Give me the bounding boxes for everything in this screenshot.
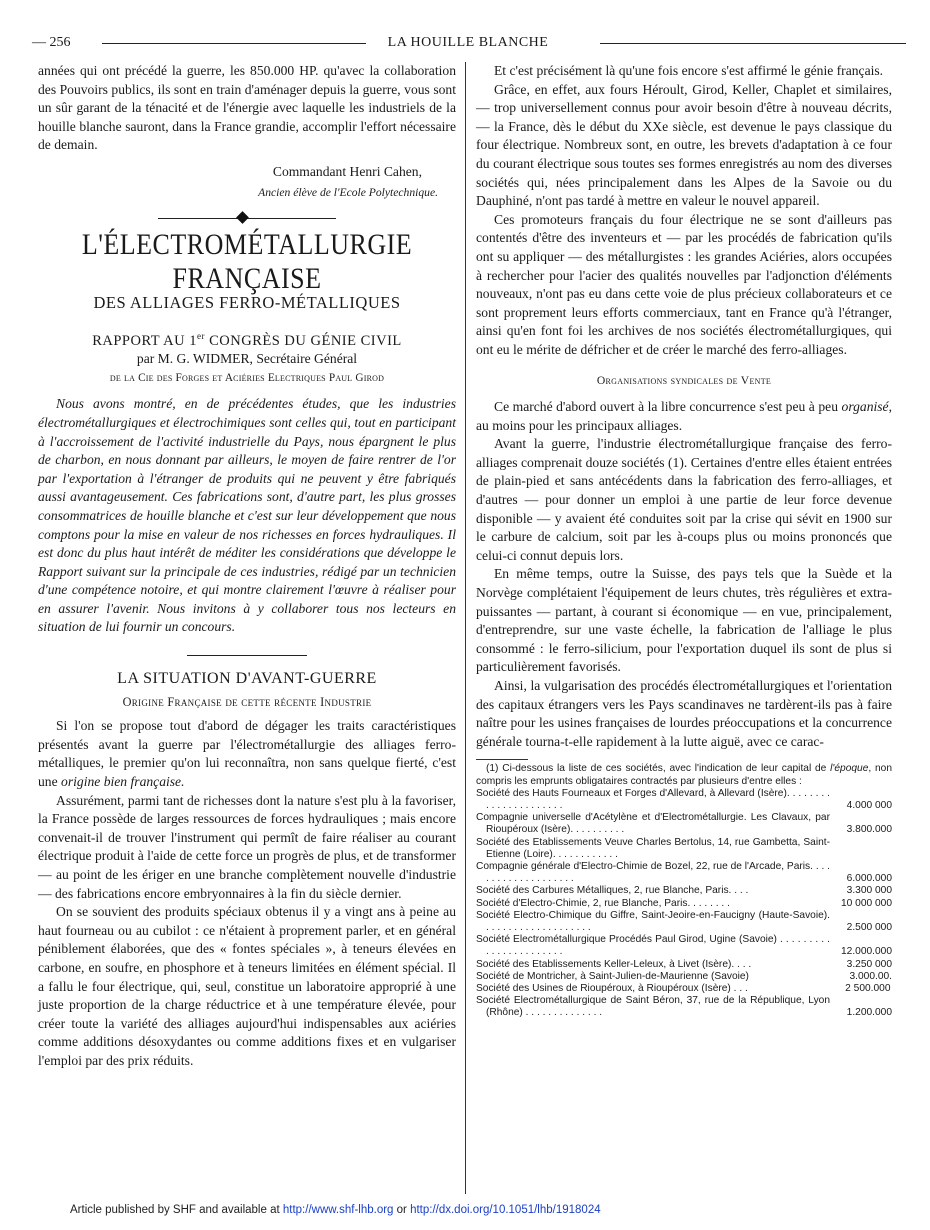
list-item: Société d'Electro-Chimie, 2, rue Blanche, Paris. . . . . . . . 10 000 000	[476, 897, 892, 909]
company-list	[476, 788, 892, 1020]
list-item: Société des Usines de Rioupéroux, à Rioupéroux (Isère) . . . 2 500.000	[476, 983, 891, 995]
journal-title: LA HOUILLE BLANCHE	[387, 35, 549, 50]
list-item: Compagnie générale d'Electro-Chimie de Bozel, 22, rue de l'Arcade, Paris. . . . . . . . . . . . . . . . . . . . 6.000.000	[476, 861, 892, 885]
footnote	[476, 763, 892, 1019]
body-paragraph: Assurément, parmi tant de richesses dont la nature s'est plu à la favoriser, la France possède de larges ressources de forces hydrauliques ; mais encore convenait-il de trouver l'instrument qui permît de faire réaliser au courant électrique produit à l'aide de cette force un progrès de plus, et de transformer — au point de les ériger en une branche complètement nouvelle d'industrie — des fabrications encore embryonnaires à la fin du siècle dernier.	[38, 792, 456, 901]
section-heading-sales: Organisations syndicales de Vente	[596, 373, 772, 387]
body-paragraph: Ce marché d'abord ouvert à la libre concurrence s'est peu à peu organisé, au moins pour les principaux alliages.	[476, 399, 892, 433]
author-line: par M. G. WIDMER, Secrétaire Général	[136, 351, 358, 367]
list-item: Société de Montricher, à Saint-Julien-de-Maurienne (Savoie) 3.000.00.	[476, 970, 892, 982]
section-subheading: Origine Française de cette récente Industrie	[122, 694, 372, 709]
body-paragraph: Ces promoteurs français du four électrique ne se sont d'ailleurs pas contentés d'être des inventeurs et — par les procédés de fabrication qu'ils ont su appliquer — des métallurgistes : les grandes Aciéries, alors occupées à rechercher pour l'acier des qualités nouvelles par l'adjonction d'éléments nouveaux, n'ont pas eu dans cette voie de plus précieux collaborateurs et ce sont proprement leurs efforts commerciaux, tant en France qu'à l'étranger, ainsi qu'en font foi les archives de nos sociétés électrométallurgiques, qui ont eu le mérite de défricher et de créer le marché des ferro-alliages.	[476, 211, 892, 357]
list-item: Société des Hauts Fourneaux et Forges d'Allevard, à Allevard (Isère). . . . . . . . . . . . . . . . . . . . . . 4.000 000	[476, 787, 892, 811]
footnote-intro: (1) Ci-dessous la liste de ces sociétés, avec l'indication de leur capital de l'époque, non compris les emprunts obligataires contractés par plusieurs d'entre elles :	[476, 763, 892, 787]
page-number: — 256	[32, 35, 71, 50]
body-paragraph: En même temps, outre la Suisse, des pays tels que la Suède et la Norvège complétaient l'équipement de leurs chutes, très régulières et extra-puissantes — partant, à courant si économique — en vue, principalement, d'entreprendre, sur une vaste échelle, la fabrication de l'alliage le plus consommé : le ferro-silicium, pour l'exportation duquel ils sont de plus si particulièrement favorisés.	[476, 566, 892, 675]
list-item: Société Electrométallurgique de Saint Béron, 37, rue de la République, Lyon (Rhône) . . . . . . . . . . . . . . 1.200.000	[476, 995, 892, 1019]
signature-name: Commandant Henri Cahen,	[272, 163, 422, 179]
editorial-intro: Nous avons montré, en de précédentes études, que les industries électrométallurgiques et électrochimiques sont celles qui, tout en participant à l'accroissement de l'activité industrielle du Pays, nous épargnent le plus de charbon, en nous donnant par ailleurs, le moyen de faire rentrer de l'or par l'exportation à l'étranger de produits qui ne peuvent y être fabriqués aussi avantageusement. Ces fabrications sont, d'autre part, les plus grosses consommatrices de houille blanche et c'est sur leur développement que nous comptons pour la mise en valeur de nos richesses en forces hydrauliques. Il est donc du plus haut intérêt de méditer les considérations que développe le Rapport suivant sur la principale de ces industries, rédigé par un technicien d'une compétence notoire, et qui montre clairement l'œuvre à réaliser pour en assurer l'avenir. Nous invitons à y collaborer tous nos lecteurs en situation de lui fournir un concours.	[38, 396, 456, 635]
list-item: Société des Carbures Métalliques, 2, rue Blanche, Paris. . . . 3.300 000	[476, 885, 892, 897]
footnote-rule	[476, 759, 528, 760]
article-subtitle: DES ALLIAGES FERRO-MÉTALLIQUES	[93, 293, 401, 313]
list-item: Compagnie universelle d'Acétylène et d'Electrométallurgie. Les Clavaux, par Rioupéroux (Isère). . . . . . . . . . 3.800.000	[476, 812, 892, 836]
body-paragraph: On se souvient des produits spéciaux obtenus il y a vingt ans à peine au haut fourneau ou au cubilot : ce n'étaient à proprement parler, et en général péniblement élaborées, que des « fontes spéciales », à teneurs élevées en carbone, en soufre, en phosphore et à teneurs limitées en élément spécial. Il a fallu le four électrique, qui, seul, constitue un laboratoire approprié à une juste proportion de la charge réductrice et à une température élevée, pour créer toute la variété des alliages aujourd'hui indispensables aux aciéries comme additions désoxydantes ou comme additions fixes et en vulgariser l'emploi par des prix réduits.	[38, 904, 456, 1068]
signature-title: Ancien élève de l'Ecole Polytechnique.	[258, 185, 438, 199]
company-line: de la Cie des Forges et Aciéries Electriques Paul Girod	[109, 371, 385, 384]
list-item: Société Electrométallurgique Procédés Paul Girod, Ugine (Savoie) . . . . . . . . . . . . . . . . . . . . . . . 12.000.000	[476, 934, 892, 958]
page-header	[30, 34, 906, 54]
column-divider	[465, 62, 466, 1194]
article-title: L'ÉLECTROMÉTALLURGIE FRANÇAISE	[81, 228, 413, 295]
section-rule	[187, 655, 307, 656]
body-paragraph: Grâce, en effet, aux fours Héroult, Girod, Keller, Chaplet et similaires, — trop universellement connus pour avoir besoin d'être à nouveau décrits, — la France, dès le début du XXe siècle, est devenue le pays classique du four électrique. Nombreux sont, en outre, les brevets d'adaptation à ce four du courant électrique sous toutes ses formes enregistrés au nom des diverses sociétés qui, nées principalement dans les Alpes de la Savoie ou du Dauphiné, n'ont pas tardé à mettre en valeur le nouvel appareil.	[476, 81, 892, 209]
report-heading: RAPPORT AU 1er CONGRÈS DU GÉNIE CIVIL	[92, 330, 402, 349]
section-heading: LA SITUATION D'AVANT-GUERRE	[117, 670, 377, 688]
body-paragraph: Avant la guerre, l'industrie électrométallurgique française des ferro-alliages comprenait douze sociétés (1). Certaines d'entre elles étaient entrées de plain-pied et sans antécédents dans la fabrication des ferro-alliages, et d'autres — pour donner un emploi à une partie de leur force devenue disponible — y avaient été conduites soit par la crise qui sévit en 1900 sur le carbure de calcium, soit par les à-coups plus ou moins prononcés que celui-ci connut depuis lors.	[476, 436, 892, 563]
ornament-divider	[38, 212, 456, 226]
list-item: Société des Etablissements Veuve Charles Bertolus, 14, rue Gambetta, Saint-Etienne (Loire). . . . . . . . . . . .	[476, 836, 830, 860]
right-column	[476, 62, 892, 1020]
list-item: Société des Etablissements Keller-Leleux, à Livet (Isère). . . . 3.250 000	[476, 958, 892, 970]
doi-link[interactable]: http://dx.doi.org/10.1051/lhb/1918024	[410, 1204, 601, 1216]
header-rule-right	[600, 43, 906, 44]
continued-paragraph: années qui ont précédé la guerre, les 850.000 HP. qu'avec la collaboration des Pouvoirs publics, ils sont en train d'aménager depuis la guerre, vous sont un sûr garant de la ténacité et de l'énergie avec laquelle les industriels de la houille blanche sauront, dans la France grandie, accomplir l'effort nécessaire de demain.	[38, 63, 456, 153]
body-paragraph: Et c'est précisément là qu'une fois encore s'est affirmé le génie français.	[494, 63, 884, 78]
left-column	[38, 62, 456, 1071]
list-item: Société Electro-Chimique du Giffre, Saint-Jeoire-en-Faucigny (Haute-Savoie). . . . . . . . . . . . . . . . . . . . 2.500 000	[476, 909, 892, 934]
shf-link[interactable]: http://www.shf-lhb.org	[282, 1204, 394, 1216]
body-paragraph: Ainsi, la vulgarisation des procédés électrométallurgiques et l'orientation des capitaux étrangers vers les Pays scandinaves ne tardèrent-ils pas à faire naître pour les usines françaises de lourdes préoccupations et la concurrence générale tourna-t-elle rapidement à la lutte aiguë, avec ce carac-	[476, 678, 892, 749]
body-paragraph: Si l'on se propose tout d'abord de dégager les traits caractéristiques présentés avant la guerre par l'électrométallurgie des alliages ferro-métalliques, le premier qu'on lui reconnaîtra, non sans quelque fierté, c'est une origine bien française.	[38, 718, 456, 790]
publisher-footer: Article published by SHF and available at http://www.shf-lhb.org or http://dx.doi.org/10.1051/lhb/1918024	[70, 1204, 601, 1216]
diamond-ornament-icon	[236, 211, 249, 224]
